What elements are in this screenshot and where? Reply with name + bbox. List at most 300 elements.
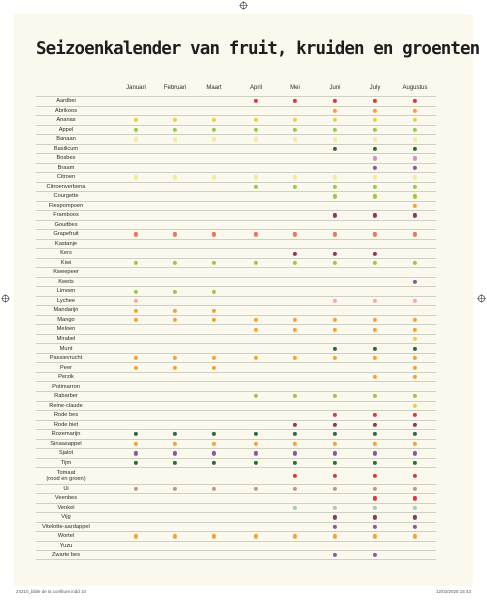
table-row	[36, 353, 436, 363]
season-dot	[254, 232, 258, 236]
season-dot	[293, 474, 297, 478]
season-dot	[373, 213, 377, 217]
season-dot	[333, 394, 337, 398]
season-dot	[134, 232, 138, 236]
row-label: Venkel	[57, 504, 75, 511]
season-dot	[373, 515, 377, 519]
row-label: Framboos	[53, 212, 79, 219]
season-dot	[413, 413, 417, 417]
row-label: Ui	[63, 485, 69, 492]
season-dot	[373, 109, 377, 113]
season-dot	[254, 318, 258, 322]
season-dot	[333, 99, 337, 103]
season-dot	[333, 261, 337, 265]
table-row	[36, 550, 436, 560]
season-dot	[134, 309, 138, 313]
season-dot	[134, 137, 138, 141]
season-dot	[413, 432, 417, 436]
season-dot	[333, 251, 337, 255]
season-dot	[254, 328, 258, 332]
season-dot	[173, 309, 177, 313]
table-row	[36, 467, 436, 484]
registration-mark-icon	[239, 1, 248, 10]
table-row	[36, 429, 436, 439]
table-row	[36, 531, 436, 541]
row-label: Aardbei	[56, 98, 76, 105]
season-dot	[333, 213, 337, 217]
season-dot	[333, 328, 337, 332]
table-row	[36, 439, 436, 449]
season-dot	[293, 442, 297, 446]
row-label: Tijm	[60, 459, 72, 466]
season-dot	[134, 366, 138, 370]
row-label: Sinaasappel	[50, 440, 82, 447]
season-dot	[254, 185, 258, 189]
season-dot	[134, 175, 138, 179]
season-dot	[373, 99, 377, 103]
season-dot	[212, 487, 216, 491]
row-label: Kweepeer	[53, 269, 79, 276]
row-label: Abrikoos	[54, 107, 78, 114]
table-row	[36, 334, 436, 344]
row-label: Limoen	[56, 288, 76, 295]
season-dot	[173, 118, 177, 122]
table-row	[36, 541, 436, 551]
row-label: Kastanje	[54, 240, 78, 247]
season-dot	[373, 175, 377, 179]
season-dot	[373, 166, 377, 170]
season-dot	[254, 461, 258, 465]
season-dot	[333, 553, 337, 557]
season-dot	[293, 318, 297, 322]
season-dot	[333, 118, 337, 122]
season-dot	[293, 99, 297, 103]
season-dot	[333, 232, 337, 236]
season-dot	[173, 366, 177, 370]
season-dot	[212, 289, 216, 293]
season-dot	[333, 185, 337, 189]
season-dot	[333, 194, 337, 198]
season-dot	[373, 318, 377, 322]
season-dot	[373, 442, 377, 446]
season-dot	[333, 175, 337, 179]
season-dot	[254, 356, 258, 360]
season-dot	[212, 318, 216, 322]
row-label: Mirabel	[56, 336, 76, 342]
season-dot	[333, 299, 337, 303]
table-row	[36, 484, 436, 494]
season-dot	[293, 185, 297, 189]
season-dot	[134, 451, 138, 455]
row-label: Kiwi	[60, 259, 72, 266]
season-dot	[293, 251, 297, 255]
season-dot	[333, 534, 337, 538]
season-dot	[373, 128, 377, 132]
season-dot	[373, 347, 377, 351]
table-row	[36, 153, 436, 163]
season-dot	[333, 318, 337, 322]
season-dot	[373, 375, 377, 379]
table-row	[36, 305, 436, 315]
row-label: Potimarron	[52, 383, 80, 390]
row-label: Veenbes	[54, 495, 78, 502]
season-dot	[254, 394, 258, 398]
table-row	[36, 522, 436, 532]
season-dot	[293, 356, 297, 360]
table-row	[36, 391, 436, 401]
season-dot	[413, 194, 417, 198]
season-dot	[373, 232, 377, 236]
row-label: Citroenverbena	[46, 183, 86, 190]
season-dot	[293, 137, 297, 141]
season-dot	[293, 328, 297, 332]
season-dot	[413, 442, 417, 446]
table-row	[36, 420, 436, 430]
season-dot	[333, 474, 337, 478]
season-dot	[173, 487, 177, 491]
season-dot	[373, 506, 377, 510]
season-dot	[173, 289, 177, 293]
table-row	[36, 372, 436, 382]
season-dot	[373, 251, 377, 255]
season-dot	[373, 261, 377, 265]
row-label: Bosbes	[56, 155, 76, 162]
season-dot	[373, 137, 377, 141]
row-label: Rode bes	[53, 412, 79, 419]
season-dot	[254, 118, 258, 122]
season-dot	[212, 366, 216, 370]
page-title: Seizoenkalender van fruit, kruiden en groenten	[36, 39, 480, 59]
season-dot	[212, 175, 216, 179]
season-dot	[293, 432, 297, 436]
season-dot	[373, 156, 377, 160]
row-label: Flespompoen	[48, 202, 84, 209]
season-dot	[212, 442, 216, 446]
season-dot	[413, 99, 417, 103]
month-header-2: Maart	[206, 85, 222, 91]
row-label: Vijg	[61, 514, 71, 521]
table-row	[36, 220, 436, 230]
table-row	[36, 125, 436, 135]
season-dot	[173, 261, 177, 265]
season-dot	[293, 487, 297, 491]
row-label: Kers	[60, 250, 72, 257]
table-row	[36, 401, 436, 411]
season-dot	[134, 356, 138, 360]
row-label: Rabarber	[54, 393, 78, 400]
season-dot	[333, 442, 337, 446]
table-row	[36, 410, 436, 420]
season-dot	[413, 534, 417, 538]
season-dot	[254, 128, 258, 132]
season-dot	[134, 461, 138, 465]
season-dot	[254, 451, 258, 455]
season-dot	[413, 318, 417, 322]
table-row	[36, 324, 436, 334]
season-dot	[373, 534, 377, 538]
table-row	[36, 277, 436, 287]
season-dot	[293, 534, 297, 538]
season-dot	[212, 128, 216, 132]
season-dot	[413, 337, 417, 341]
season-dot	[333, 461, 337, 465]
table-row	[36, 96, 436, 106]
season-dot	[413, 128, 417, 132]
season-dot	[373, 356, 377, 360]
season-dot	[413, 366, 417, 370]
season-dot	[254, 442, 258, 446]
season-dot	[333, 356, 337, 360]
season-dot	[413, 347, 417, 351]
season-dot	[134, 261, 138, 265]
table-row	[36, 448, 436, 458]
season-dot	[134, 442, 138, 446]
row-label: Passievrucht	[49, 355, 83, 362]
season-dot	[413, 474, 417, 478]
season-dot	[293, 461, 297, 465]
season-dot	[413, 451, 417, 455]
season-dot	[373, 461, 377, 465]
season-dot	[373, 553, 377, 557]
season-dot	[413, 487, 417, 491]
season-dot	[373, 328, 377, 332]
season-dot	[413, 461, 417, 465]
season-dot	[173, 232, 177, 236]
season-dot	[413, 156, 417, 160]
table-row	[36, 163, 436, 173]
season-dot	[293, 232, 297, 236]
season-dot	[373, 185, 377, 189]
season-dot	[254, 534, 258, 538]
season-dot	[173, 175, 177, 179]
season-dot	[413, 280, 417, 284]
season-dot	[333, 413, 337, 417]
season-dot	[134, 299, 138, 303]
month-header-6: July	[369, 85, 381, 91]
season-dot	[212, 137, 216, 141]
season-dot	[413, 423, 417, 427]
season-dot	[373, 394, 377, 398]
month-header	[36, 83, 436, 96]
season-dot	[293, 451, 297, 455]
row-label: Braam	[57, 164, 75, 171]
season-dot	[254, 487, 258, 491]
season-dot	[413, 175, 417, 179]
season-dot	[333, 147, 337, 151]
season-dot	[333, 487, 337, 491]
row-label: Tomaat (rood en groen)	[46, 469, 86, 482]
season-calendar	[36, 83, 436, 560]
row-label: Appel	[58, 126, 74, 133]
table-row	[36, 210, 436, 220]
season-dot	[293, 128, 297, 132]
season-dot	[413, 496, 417, 500]
table-row	[36, 362, 436, 372]
season-dot	[293, 175, 297, 179]
table-row	[36, 503, 436, 513]
season-dot	[373, 413, 377, 417]
season-dot	[254, 175, 258, 179]
table-row	[36, 286, 436, 296]
table-row	[36, 115, 436, 125]
row-label: Vitelotte-aardappel	[42, 523, 90, 530]
table-row	[36, 296, 436, 306]
row-label: Courgette	[53, 193, 79, 200]
table-row	[36, 267, 436, 277]
season-dot	[413, 525, 417, 529]
season-dot	[373, 525, 377, 529]
season-dot	[333, 137, 337, 141]
season-dot	[413, 213, 417, 217]
season-dot	[134, 118, 138, 122]
season-dot	[293, 506, 297, 510]
season-dot	[333, 347, 337, 351]
season-dot	[413, 118, 417, 122]
row-label: Meloen	[56, 326, 76, 333]
season-dot	[293, 261, 297, 265]
season-dot	[333, 451, 337, 455]
season-dot	[333, 423, 337, 427]
season-dot	[413, 506, 417, 510]
row-label: Banaan	[56, 136, 76, 143]
season-dot	[173, 432, 177, 436]
season-dot	[134, 289, 138, 293]
calendar-rows	[36, 96, 436, 560]
table-row	[36, 315, 436, 325]
season-dot	[413, 299, 417, 303]
season-dot	[212, 261, 216, 265]
row-label: Reine-claude	[49, 402, 83, 409]
row-label: Rozemarijn	[51, 431, 81, 438]
table-row	[36, 493, 436, 503]
season-dot	[413, 147, 417, 151]
season-dot	[413, 185, 417, 189]
season-dot	[413, 204, 417, 208]
row-label: Grapefruit	[53, 231, 79, 238]
row-label: Perzik	[58, 374, 74, 381]
row-label: Peer	[59, 364, 72, 371]
season-dot	[173, 128, 177, 132]
season-dot	[173, 461, 177, 465]
season-dot	[173, 534, 177, 538]
season-dot	[212, 451, 216, 455]
table-row	[36, 134, 436, 144]
season-dot	[254, 261, 258, 265]
season-dot	[134, 128, 138, 132]
season-dot	[212, 461, 216, 465]
season-dot	[413, 109, 417, 113]
row-label: Mango	[57, 316, 75, 323]
season-dot	[413, 166, 417, 170]
season-dot	[373, 474, 377, 478]
season-dot	[373, 432, 377, 436]
row-label: Rode biet	[53, 421, 79, 428]
season-dot	[134, 318, 138, 322]
row-label: Citroen	[56, 174, 76, 181]
table-row	[36, 239, 436, 249]
row-label: Zwarte bes	[51, 551, 81, 558]
season-dot	[413, 404, 417, 408]
month-header-4: Mei	[290, 85, 300, 91]
season-dot	[173, 356, 177, 360]
season-dot	[373, 194, 377, 198]
table-row	[36, 191, 436, 201]
table-row	[36, 144, 436, 154]
row-label: Sjalot	[58, 450, 74, 457]
registration-mark-icon	[477, 294, 486, 303]
season-dot	[212, 309, 216, 313]
table-row	[36, 258, 436, 268]
season-dot	[413, 356, 417, 360]
table-row	[36, 201, 436, 211]
season-dot	[254, 137, 258, 141]
table-row	[36, 172, 436, 182]
row-label: Lychee	[56, 297, 76, 304]
month-header-5: Juni	[329, 85, 341, 91]
month-header-0: Januari	[126, 85, 146, 91]
footer-timestamp: 12/02/2025 15:43	[435, 589, 471, 594]
season-dot	[293, 118, 297, 122]
season-dot	[373, 496, 377, 500]
row-label: Yuzu	[59, 542, 73, 549]
season-dot	[373, 299, 377, 303]
season-dot	[333, 506, 337, 510]
month-header-1: Februari	[163, 85, 187, 91]
row-label: Mandarijn	[53, 307, 79, 314]
season-dot	[212, 534, 216, 538]
season-dot	[333, 128, 337, 132]
month-header-3: April	[249, 85, 263, 91]
season-dot	[173, 318, 177, 322]
season-dot	[254, 99, 258, 103]
season-dot	[173, 451, 177, 455]
table-row	[36, 182, 436, 192]
season-dot	[373, 451, 377, 455]
season-dot	[413, 375, 417, 379]
season-dot	[134, 432, 138, 436]
row-label: Ananas	[56, 117, 76, 124]
season-dot	[293, 423, 297, 427]
table-row	[36, 381, 436, 391]
table-row	[36, 458, 436, 468]
table-row	[36, 248, 436, 258]
season-dot	[333, 432, 337, 436]
season-dot	[333, 525, 337, 529]
row-label: Wortel	[57, 533, 75, 540]
season-dot	[413, 232, 417, 236]
season-dot	[293, 394, 297, 398]
season-dot	[134, 487, 138, 491]
season-dot	[333, 515, 337, 519]
season-dot	[413, 515, 417, 519]
table-row	[36, 106, 436, 116]
month-header-7: Augustus	[402, 85, 428, 91]
season-dot	[413, 328, 417, 332]
season-dot	[413, 394, 417, 398]
season-dot	[173, 442, 177, 446]
registration-mark-icon	[1, 294, 10, 303]
row-label: Kwets	[58, 278, 74, 285]
row-label: Basilicum	[53, 145, 79, 152]
season-dot	[212, 432, 216, 436]
season-dot	[212, 356, 216, 360]
season-dot	[373, 118, 377, 122]
season-dot	[373, 147, 377, 151]
season-dot	[373, 487, 377, 491]
row-label: Goudbes	[54, 221, 78, 228]
season-dot	[212, 232, 216, 236]
row-label: Munt	[59, 345, 73, 352]
